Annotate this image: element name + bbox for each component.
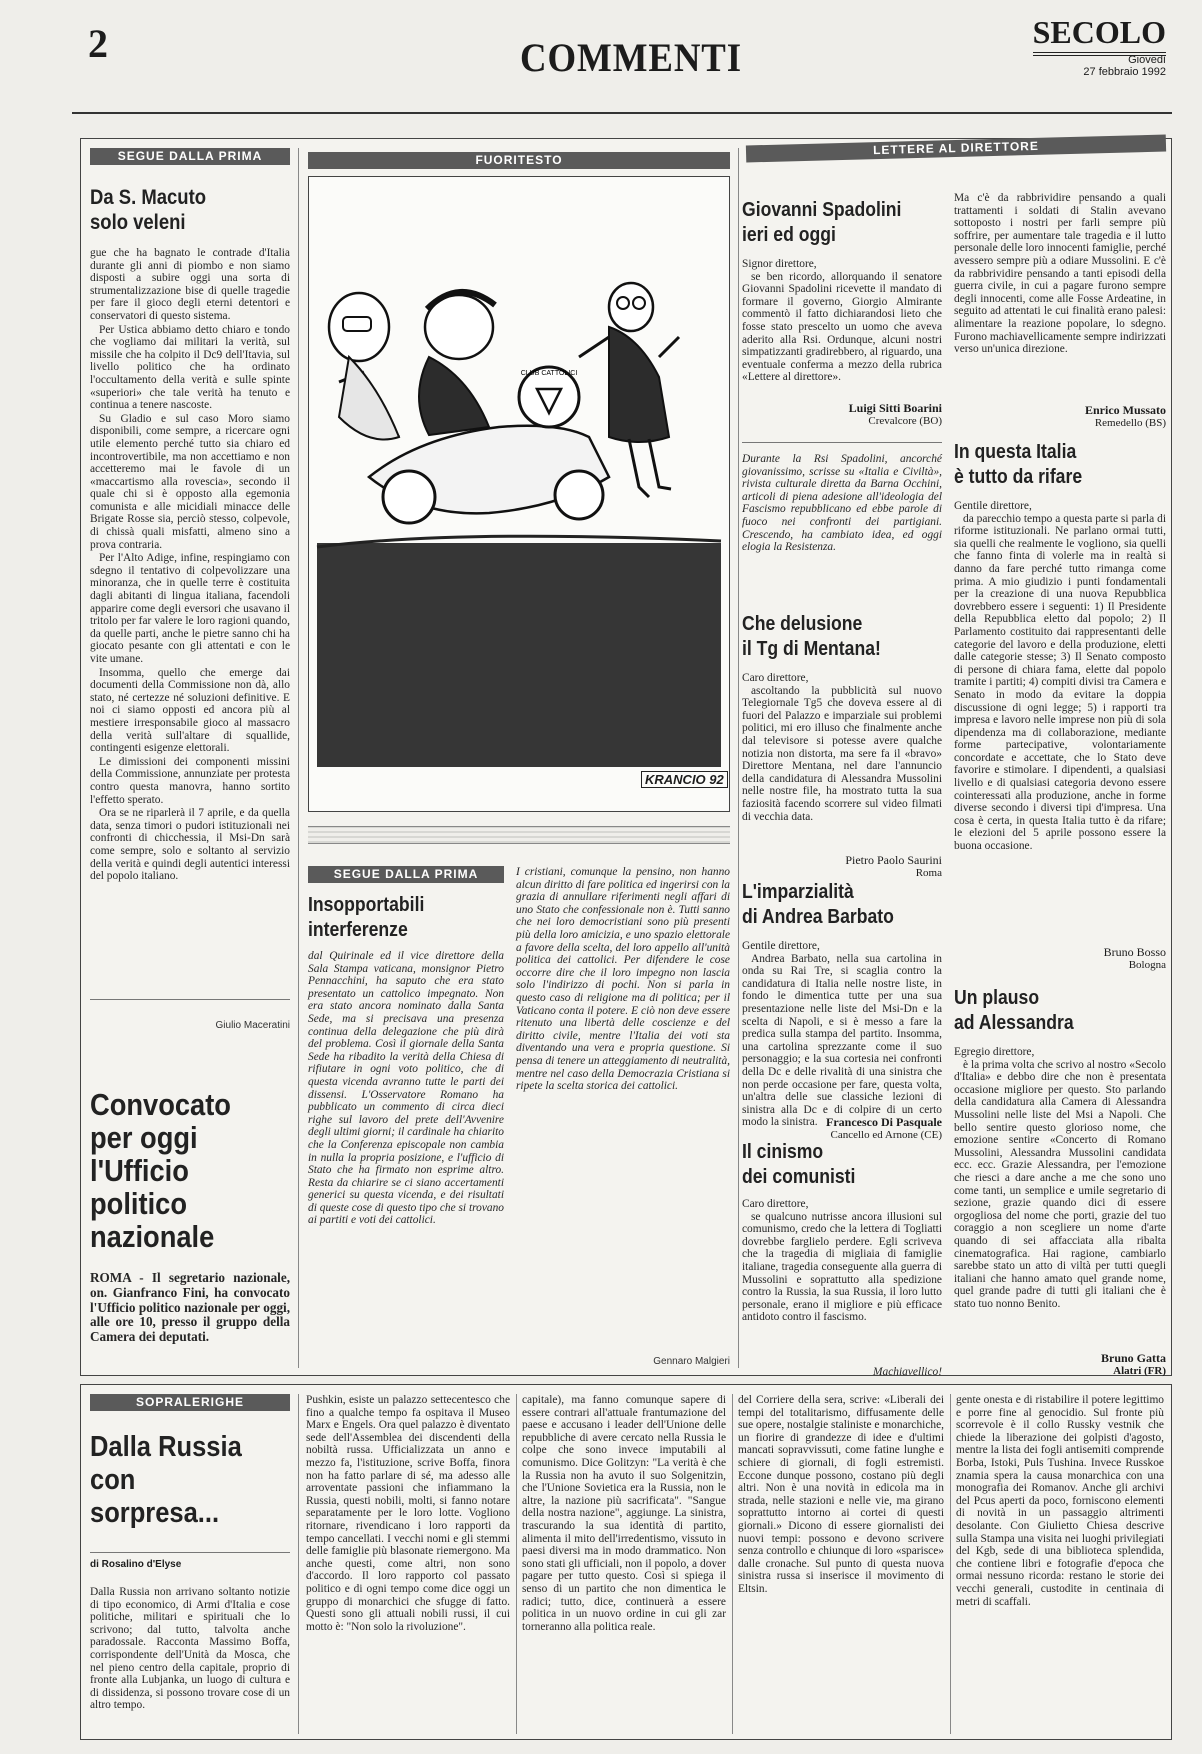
cartoon-board	[317, 543, 721, 767]
dateline	[1046, 54, 1166, 78]
column-divider	[732, 1394, 733, 1734]
salutation: Egregio direttore,	[954, 1046, 1035, 1058]
article-convocato	[90, 1088, 290, 1411]
letter-author: Luigi Sitti Boarini	[848, 401, 942, 415]
salutation: Caro direttore,	[742, 1198, 809, 1210]
kicker: SEGUE DALLA PRIMA	[308, 866, 504, 883]
headline-line: l'Ufficio	[90, 1153, 189, 1188]
article-body: Dalla Russia non arrivano soltanto notizie di tipo economico, di Armi d'Italia e cose politiche, militari e spirituali che lo scrivono; dal tutto, talvolta anche paradossale. Racconta Massimo Boffa, corrispondente dell'Unità da Mosca, che nel pieno centro della capitale, proprio di fronte alla Lubjanka, un luogo di cultura e di dissidenza, si possono trovare cose di un altro tempo.	[90, 1586, 290, 1712]
headline-line: Convocato	[90, 1087, 231, 1122]
paragraph: Per Ustica abbiamo detto chiaro e tondo che vogliamo dai militari la verità, sul missile che ha colpito il Dc9 dell'Itavia, sul livello politico che ha ordinato l'occultamento della verità e sulle spinte «superiori» che tale verità ha tenuto e continua a tenere nascoste.	[90, 323, 290, 412]
salutation: Signor direttore,	[742, 258, 817, 270]
letter-place: Cancello ed Arnone (CE)	[830, 1129, 942, 1141]
article-body-right: I cristiani, comunque la pensino, non hanno alcun diritto di fare politica ed ingerirsi con la grazia di annullare riferimenti negli affari di uno Stato che confessionale non è. Tutti sanno che nei loro democristiani sono più presenti più della loro amicizia, e uno spazio elettorale a favore della scelta, del loro appello all'unità politica dei cattolici. Per difendere le cose occorre dire che il loro impegno non lascia solo l'indirizzo di pochi. Non si parla in questo caso di religione ma di politica; per il Vaticano conta il potere. E ciò non deve essere ritenuto una libertà delle coscienze e del diritto civile, mentre l'Italia dei voti sta diventando una vera e propria questione. Si pensa di tenere un atteggiamento di neutralità, mentre nel caso della Democrazia Cristiana si ripete la scelta storica dei cattolici.	[516, 866, 730, 1093]
letter-author: Enrico Mussato	[1085, 403, 1166, 417]
headline-line: per oggi	[90, 1120, 198, 1155]
paragraph: Andrea Barbato, nella sua cartolina in onda su Rai Tre, si scaglia contro la candidatura di Italia nelle nostre liste, in fondo le dimentica tutte per una sua presentazione nelle liste del Msi-Dn e la scelta di Napoli, e si è messo a fare la predica sulla stampa del partito. Insomma, una cartolina sprezzante come il suo personaggio; e la sua cortesia nei confronti della Dc e delle rivalità di una sinistra che non perde occasione per fare, questa volta, un'altra delle sue classiche lezioni di sinistra alla Dc e di colpire di un certo modo la sinistra.	[742, 952, 942, 1129]
cartoon-frame	[308, 176, 730, 812]
letters-kicker: LETTERE AL DIRETTORE	[746, 135, 1166, 163]
cartoon-badge-text: CLUB CATTOLICI	[520, 370, 578, 377]
letter-place: Roma	[915, 867, 942, 879]
masthead: SECOLO	[1033, 14, 1166, 56]
column-divider	[738, 148, 739, 1368]
salutation: Gentile direttore,	[954, 500, 1032, 512]
byline: di Rosalino d'Elyse	[90, 1559, 182, 1570]
paragraph: Su Gladio e sul caso Moro siamo disponibili, come sempre, a ricercare ogni utile elemento perché tutto sia chiaro ed incontrovertibile, ma non accettiamo e non accetteremo mai le favole di un «maccartismo alla rovescia», secondo il quale chi si è opposto alla egemonia comunista e alle micidiali minacce delle Brigate Rosse sia, perciò stesso, colpevole, di chissà quali misfatti, almeno sino a prova contraria.	[90, 412, 290, 551]
column-divider	[298, 148, 299, 1368]
letter-body	[954, 1046, 1166, 1352]
paragraph: ascoltando la pubblicità sul nuovo Telegiornale Tg5 che doveva essere al di fuori del Palazzo e imparziale sui problemi politici, mi ero illuso che finalmente anche dal televisore si potesse avere qualche notizia non distorta, ma sere fa il «bravo» Direttore Mentana, nel dare l'annuncio della candidatura di Alessandra Mussolini nelle nostre file, ha mostrato tutta la sua faziosità facendo scorrere sul video filmati di vecchia data.	[742, 684, 942, 823]
letter-stalin	[954, 192, 1166, 430]
letter-author: Pietro Paolo Saurini	[845, 853, 942, 867]
kicker: FUORITESTO	[308, 152, 730, 169]
day: Giovedì	[1128, 54, 1166, 66]
headline-line-1: Insopportabili	[308, 894, 425, 916]
divider	[90, 999, 290, 1000]
letter-body	[954, 500, 1166, 940]
letter-alessandra	[954, 986, 1166, 1378]
letter-closing: Machiavellico!	[873, 1366, 942, 1378]
paragraph: Le dimissioni dei componenti missini della Commissione, annunziate per protesta contro questa manovra, hanno sortito l'effetto sperato.	[90, 755, 290, 806]
headline-line-1: Il cinismo	[742, 1141, 824, 1163]
headline-line: con	[90, 1464, 136, 1496]
letter-mentana	[742, 612, 942, 880]
article-body-left: dal Quirinale ed il vice direttore della Sala Stampa vaticana, monsignor Pietro Pennacchini, ha saputo che era stato presentato un cattolico impegnato. Non era stato ancora nominato dalla Santa Sede, ma si precisava una presenza continua della delegazione che più dirà del problema. Così il giornale della Santa Sede ha ribadito la verità della Chiesa di rifiutare in ogni voto politico, che di questa vicenda avranno tutte le parti dei dissensi. L'Osservatore Romano ha pubblicato un commento di circa dieci righe sul lavoro del prete dell'Avvenire degli ultimi giorni; il cardinale ha chiarito che la Conferenza episcopale non cambia in nulla la propria posizione, e l'ufficio di Stato che ha firmato non esprime altro. Resta da chiarire se ci siano accertamenti generici su questa vicenda, e dei risultati di queste cose di questo tipo che si trovano ai partiti e voti dei cattolici.	[308, 950, 504, 1227]
letter-spadolini	[742, 198, 942, 569]
salutation: Gentile direttore,	[742, 940, 820, 952]
letter-place: Crevalcore (BO)	[868, 415, 942, 427]
letter-body	[742, 672, 942, 848]
paragraph: gue che ha bagnato le contrade d'Italia durante gli anni di piombo e non siamo disposti a subire oggi una sorta di strumentalizzazione bise di quelle tragedie per fare il gioco degli eterni detentori e conservatori di questo sistema.	[90, 247, 290, 322]
divider	[90, 1552, 290, 1553]
article-column-5: gente onesta e di ristabilire il potere legittimo e porre fine al genocidio. Sul fronte più scorrevole è il collo Russky vestnik che chiede la liberazione dei golpisti d'agosto, mentre la lista dei fogli antisemiti comprende Borba, Istoki, Puls Tushina. Invece Russkoe znamia spera la causa monarchica con una monografia dei Romanov. Anche gli archivi del Pcus aperti da poco, forniscono elementi di novità in un passaggio altrimenti desolante. Con Giulietto Chiesa descrive sulla Stampa una visita nei luoghi privilegiati del Kgb, sede di una biblioteca splendida, che contiene libri e fotografie d'epoca che ormai nessuno ricorda: restano le storie dei vecchi generali, custodite in centinaia di metri di scaffali.	[956, 1394, 1164, 1608]
headline-line: sorpresa...	[90, 1497, 220, 1529]
letter-cinismo	[742, 1140, 942, 1379]
letter-body	[742, 1198, 942, 1362]
headline-line-2: il Tg di Mentana!	[742, 638, 881, 660]
column-divider	[516, 1394, 517, 1734]
decorative-strip	[308, 826, 730, 844]
headline-line-1: Un plauso	[954, 987, 1040, 1009]
paragraph: da parecchio tempo a questa parte si parla di riforme istituzionali. Ne parlano ormai tutti, sia quelli che realmente le vogliono, sia quelli che fanno finta di volerle ma in realtà si danno da fare perché tutto rimanga come prima. A mio giudizio i punti fondamentali per la creazione di una nuova Repubblica dovrebbero essere i seguenti: 1) Il Presidente della Repubblica eletto dal popolo; 2) Il Parlamento costituito dai rappresentanti delle categorie del lavoro e della produzione, eletti dalle categorie stesse; 3) Il Senato composto di persone di chiara fama, elette dal popolo tramite i partiti; 4) compiti divisi tra Camera e Senato in modo da evitare la doppia discussione di ogni legge; 5) i rapporti tra impresa e lavoro nelle imprese non più di sola dipendenza ma di collaborazione, mediante forme partecipative, volontariamente concordate e accettate, che lo Stato deve favorire e stimolare. I dipendenti, a qualsiasi livello e di qualsiasi categoria devono essere cointeressati alla produzione, anche in forme diverse secondo i diversi tipi d'impresa. Una cosa è certa, in questa Italia tutto è da rifare; le elezioni del 5 aprile possono essere la buona occasione.	[954, 512, 1166, 853]
column-divider	[298, 1394, 299, 1734]
headline-line-2: ad Alessandra	[954, 1012, 1074, 1034]
headline-line-1: L'imparzialità	[742, 881, 854, 903]
headline-line-2: dei comunisti	[742, 1166, 856, 1188]
article-column-3: capitale), ma fanno comunque sapere di essere contrari all'attuale frantumazione del paese e accusano i leader dell'Unione delle repubbliche di avere cercato nella Russia le colpe che sono invece imputabili al comunismo. Dice Golitzyn: "La verità è che la Russia non ha avuto il suo Solgenitzin, che l'Unione Sovietica era la Russia, non le altre, la nazione più sacrificata". "Sangue della nostra nazione", aggiunge. La sinistra, trascurando la sua identità di partito, alimenta il mito dell'irredentismo, vissuto in paesi diversi ma in modo drammatico. Non sono stati gli ufficiali, non il popolo, a dover pagare per tutto questo. Così si spiega il senso di un partito che non dimentica le radici; tutto, dice, continuerà a essere politica in un nuovo ordine in cui gli zar torneranno alla politica reale.	[522, 1394, 726, 1633]
byline: Gennaro Malgieri	[653, 1356, 730, 1367]
article-body: ROMA - Il segretario nazionale, on. Gianfranco Fini, ha convocato l'Ufficio politico nazionale per oggi, alle ore 10, presso il gruppo della Camera dei deputati.	[90, 1270, 290, 1345]
article-body	[90, 247, 290, 991]
kicker: SOPRALERIGHE	[90, 1394, 290, 1411]
paragraph: se qualcuno nutrisse ancora illusioni sul comunismo, credo che la lettera di Togliatti dovrebbe farglielo perdere. Egli scriveva che la tragedia di migliaia di famiglie italiane, tragedia conseguente alla guerra di Mussolini e soprattutto alla spedizione contro la Russia, la sua Russia, il loro lutto personale, erano il migliore e più efficace antidoto contro il fascismo.	[742, 1210, 942, 1324]
article-russia	[90, 1394, 290, 1746]
section-title: COMMENTI	[520, 35, 743, 80]
header-rule	[72, 112, 1172, 114]
letter-author: Bruno Gatta	[1100, 1351, 1166, 1365]
paragraph: Insomma, quello che emerge dai documenti della Commissione non dà, allo stato, né certezze né soluzioni definitive. E noi ci siamo opposti ed ancora più al mestiere irresponsabile gioco al massacro della verità sull'altare di squallide, contingenti esigenze elettorali.	[90, 666, 290, 755]
headline-line-1: In questa Italia	[954, 441, 1077, 463]
headline-line-2: solo veleni	[90, 211, 186, 234]
headline-line-1: Giovanni Spadolini	[742, 199, 902, 221]
letter-author: Francesco Di Pasquale	[826, 1115, 942, 1129]
paragraph: Per l'Alto Adige, infine, respingiamo con sdegno il tentativo di colpevolizzare una minoranza, che in quelle terre è costituita dagli abitanti di lingua italiana, facendoli apparire come degli eversori che usavano il tritolo per far valere le loro ragioni quando, da quelle parti, anche le pietre sanno chi ha giocato pesante con gli attentati e con le vite umane.	[90, 552, 290, 665]
kicker: SEGUE DALLA PRIMA	[90, 148, 290, 165]
cartoon-illustration	[309, 177, 729, 811]
paragraph: Ora se ne riparlerà il 7 aprile, e da quella data, senza timori o pudori istituzionali nei confronti di chicchessia, il Msi-Dn sarà come sempre, solo e soltanto al servizio della verità e quindi degli autentici interessi del popolo italiano.	[90, 807, 290, 883]
headline-line: nazionale	[90, 1219, 215, 1254]
headline-line: Dalla Russia	[90, 1431, 242, 1463]
article-column-2: Pushkin, esiste un palazzo settecentesco che fino a qualche tempo fa ospitava il Museo Marx e Engels. Ora quel palazzo è diventato sede dell'Assemblea dei discendenti della nobiltà russa. Ufficializzata un anno e mezzo fa, l'istituzione, scrive Boffa, finora non ha fatto parlare di sé, ma adesso alle arroventate passioni che infiammano la Russia, questi nobili, molti, si fanno notare separatamente per le loro lotte. Vogliono ritornare, rivendicano i loro rapporti da tempo cancellati. I vecchi nomi e gli stemmi delle famiglie più blasonate riemergono. Ma anche questi, come altri, non sono d'accordo. Il loro rapporto col passato politico e di ogni tempo come dice oggi un gruppo di monarchici che sfugge di fatto. Questi sono gli attuali nobili russi, il cui motto è: "Non solo la rivoluzione".	[306, 1394, 510, 1633]
letter-italia	[954, 440, 1166, 972]
headline-line-2: è tutto da rifare	[954, 466, 1083, 488]
headline-line: politico	[90, 1186, 187, 1221]
headline-line-1: Che delusione	[742, 613, 863, 635]
letter-place: Remedello (BS)	[1094, 417, 1166, 429]
headline-line-2: interferenze	[308, 919, 408, 941]
byline: Giulio Maceratini	[215, 1020, 290, 1031]
page-number: 2	[88, 21, 108, 66]
paragraph: se ben ricordo, allorquando il senatore Giovanni Spadolini ricevette il mandato di formare il governo, Giorgio Almirante commentò il fatto dichiarandosi lieto che fosse stato prescelto un uomo che aveva aderito alla Rsi. Ordunque, alcuni nostri simpatizzanti gradirebbero, al riguardo, una eventuale conferma a mezzo della rubrica «Lettere al direttore».	[742, 270, 942, 384]
paragraph: è la prima volta che scrivo al nostro «Secolo d'Italia» e debbo dire che non è presentata occasione migliore per questo. Sto parlando della candidatura alla Camera di Alessandra Mussolini nelle liste del Msi a Napoli. Che bello sentire questo glorioso nome, che emozione sentire «Concerto di Romano Mussolini, Alessandra Mussolini candidata ecc. ecc. Grazie Alessandra, per l'emozione che riesci a dare anche a me che sono uno come tanti, un semplice e umile segretario di sezione, grazie quando dici di essere orgogliosa del nome che porti, grazie del tuo coraggio a non scegliere un nome d'arte quando di sei affacciata alla ribalta cinematografica. Hai ragione, cambiarlo sarebbe stato un atto di viltà per tutti quegli italiani che hanno amato quel grande nome, quel grande padre di tutti gli italiani che è stato tuo nonno Benito.	[954, 1058, 1166, 1310]
divider	[742, 442, 942, 443]
salutation: Caro direttore,	[742, 672, 809, 684]
letter-barbato	[742, 880, 942, 1142]
column-divider	[950, 1394, 951, 1734]
date: 27 febbraio 1992	[1083, 66, 1166, 78]
letter-body: Ma c'è da rabbrividire pensando a quali trattamenti i soldati di Stalin avevano sottoposto i nostri per farli sempre più soffrire, per aumentare tale tragedia e il lutto personale delle loro innocenti famiglie, perché avessero sempre più a odiare Mussolini. E c'è da rabbrividire pensando a tanti episodi della guerra civile, in cui a pagare furono sempre degli innocenti, come alle Fosse Ardeatine, in seguito ad attentati le cui finalità erano palesi: alimentare la reazione popolare, lo sdegno. Furono machiavellicamente sempre indirizzati verso un'unica direzione.	[954, 192, 1166, 356]
letter-place: Alatri (FR)	[1113, 1365, 1166, 1377]
headline-line-2: di Andrea Barbato	[742, 906, 894, 928]
letter-place: Bologna	[1128, 959, 1166, 971]
article-macuto	[90, 148, 290, 1031]
editor-reply: Durante la Rsi Spadolini, ancorché giovanissimo, scrisse su «Italia e Civiltà», rivista culturale diretta da Barna Occhini, articoli di piena adesione all'ideologia del Fascismo repubblicano ed ebbe parole di fuoco nei confronti dei partigiani. Crescendo, ha cambiato idea, ed oggi elogia la Resistenza.	[742, 453, 942, 554]
cartoon-signature: KRANCIO 92	[641, 771, 728, 788]
article-column-4: del Corriere della sera, scrive: «Liberali dei tempi del totalitarismo, diffusamente delle sue opere, nostalgie staliniste e monarchiche, un fiorire di grandezze di idee e d'ultimi mancati sopravvissuti, come fatine lunghe e schiere di giornali, di fogli estremisti. Eccone dunque possono, costano più degli altri. Non è una novità in edicola ma in strada, nelle stazioni e nelle vie, ma girano soprattutto intorno ai cortei di questi giornali.» Dicono di essere giornalisti dei nuovi tempi: possono e devono scrivere senza controllo e chiunque di loro «sparisce» dalle cronache. Sul punto di questa nuova sinistra russa si inserisce il movimento di Eltsin.	[738, 1394, 944, 1595]
letter-author: Bruno Bosso	[1103, 945, 1166, 959]
fuoritesto	[308, 152, 730, 169]
headline-line-2: ieri ed oggi	[742, 224, 836, 246]
letter-body	[742, 258, 942, 402]
headline-line-1: Da S. Macuto	[90, 186, 207, 209]
